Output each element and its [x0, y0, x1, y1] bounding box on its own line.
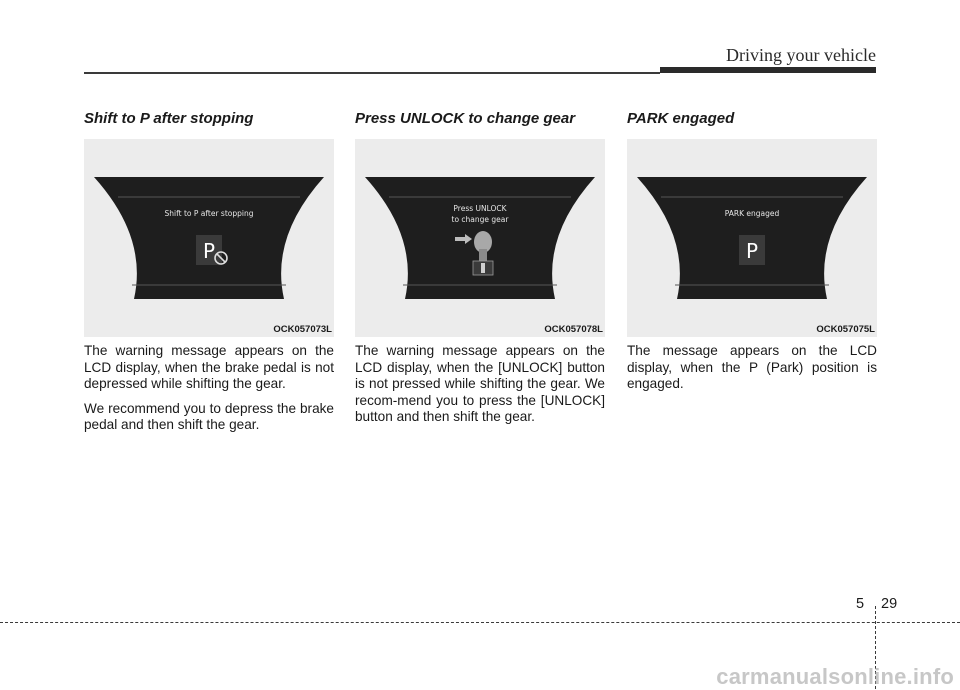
chapter-number: 5 — [856, 596, 865, 612]
figure-code: OCK057078L — [544, 324, 603, 335]
watermark: carmanualsonline.info — [716, 664, 954, 689]
gear-indicator: P — [745, 239, 759, 263]
body-paragraph: The message appears on the LCD display, when the P (Park) position is engaged. — [627, 343, 877, 392]
lcd-figure — [627, 139, 877, 337]
column-shift-to-p — [84, 110, 334, 434]
lcd-figure — [84, 139, 334, 337]
column-heading: Shift to P after stopping — [84, 110, 254, 127]
column-press-unlock — [355, 110, 605, 426]
column-heading: Press UNLOCK to change gear — [355, 110, 576, 127]
screen-message: Shift to P after stopping — [164, 209, 254, 218]
header-rule-bold — [660, 67, 876, 73]
figure-code: OCK057075L — [816, 324, 875, 335]
lcd-display-illustration — [84, 139, 334, 337]
screen-message: Press UNLOCK — [453, 204, 507, 213]
column-heading: PARK engaged — [627, 110, 735, 127]
gear-indicator: P — [202, 239, 216, 263]
screen-message: PARK engaged — [724, 209, 780, 218]
body-paragraph: We recommend you to depress the brake pedal and then shift the gear. — [84, 400, 334, 433]
body-paragraph: The warning message appears on the LCD display, when the brake pedal is not depressed while shifting the gear. — [84, 343, 334, 392]
page-number: 29 — [881, 596, 898, 612]
column-park-engaged — [627, 110, 877, 393]
header-rule — [84, 72, 660, 74]
lcd-display-illustration — [355, 139, 605, 337]
screen-message-line-2: to change gear — [451, 215, 509, 224]
lcd-display-illustration — [627, 139, 877, 337]
lcd-figure — [355, 139, 605, 337]
footer-divider — [0, 622, 960, 623]
section-title: Driving your vehicle — [726, 45, 876, 65]
body-paragraph: The warning message appears on the LCD display, when the [UNLOCK] button is not pressed while shifting the gear. We recom-mend you to press the [UNLOCK] button and then shift the gear. — [355, 343, 605, 425]
figure-code: OCK057073L — [273, 324, 332, 335]
